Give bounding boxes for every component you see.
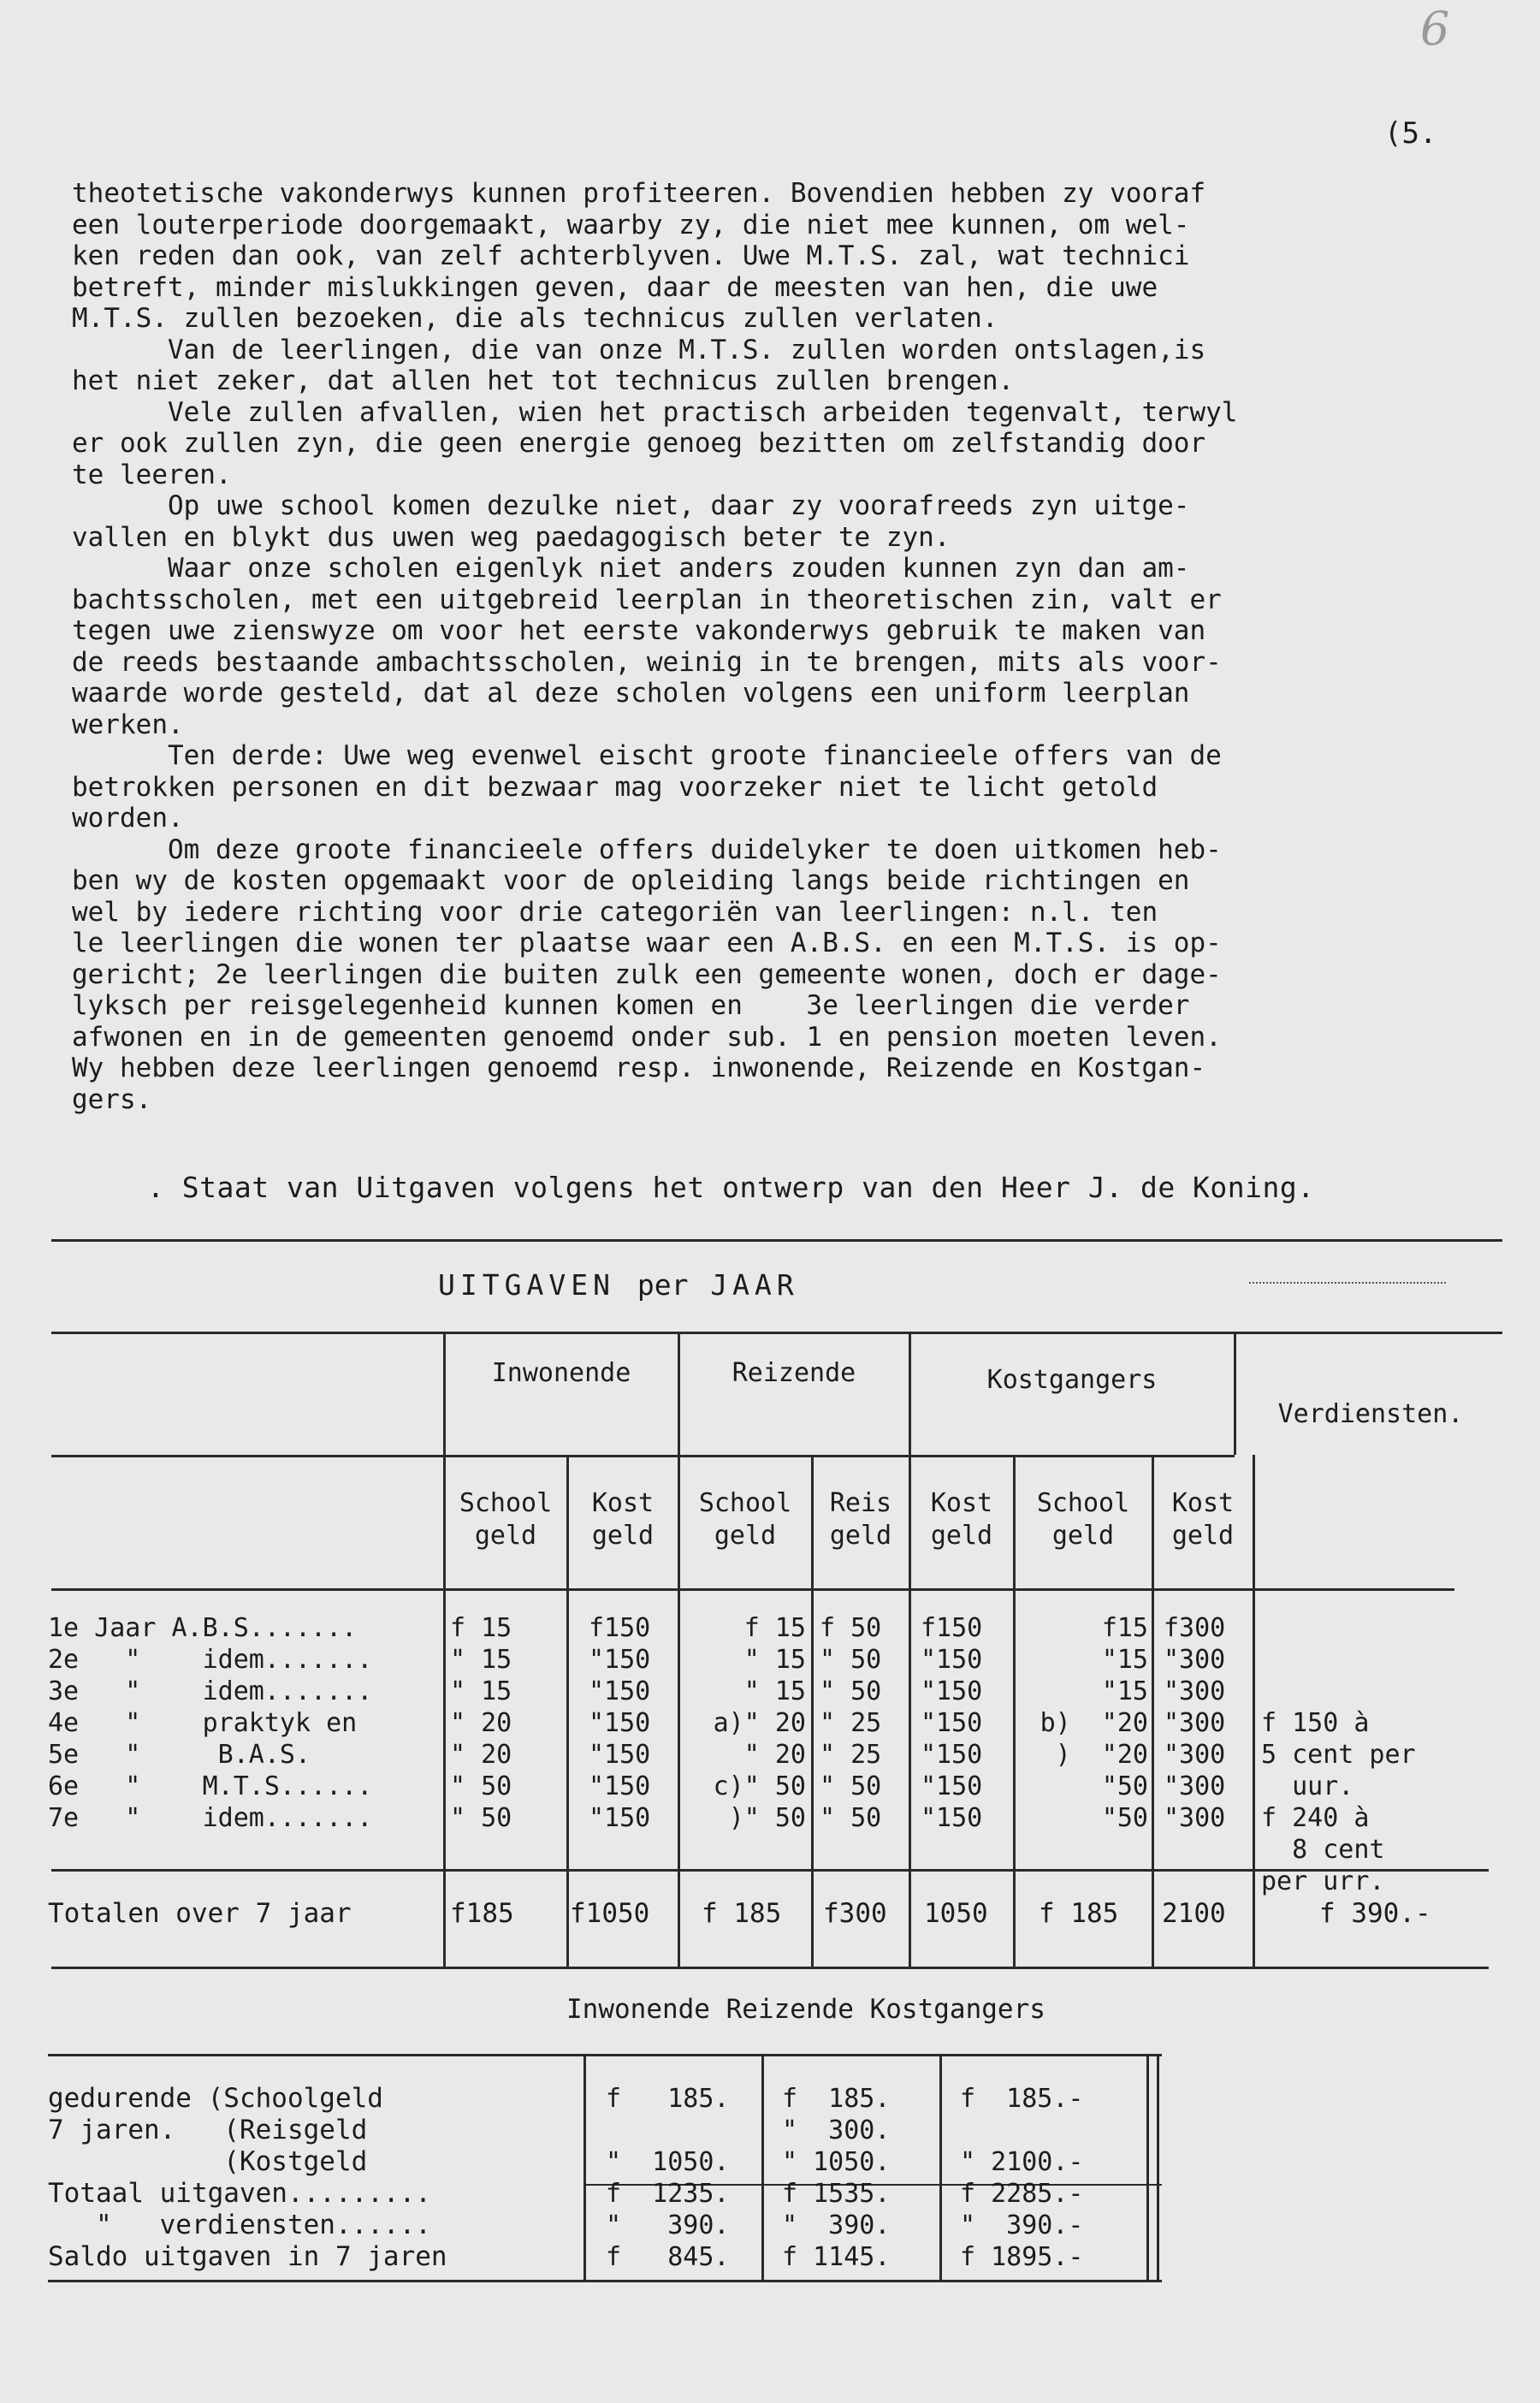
body-text <box>72 178 1509 1115</box>
col-verdiensten: f 150 à 5 cent per uur. f 240 à 8 cent per urr. <box>1261 1708 1416 1896</box>
col-inwonende-kostgeld: f150 "150 "150 "150 "150 "150 "150 <box>589 1613 651 1833</box>
table1-dotted-rule <box>1249 1282 1446 1284</box>
col-reizende-reisgeld: f 50 " 50 " 50 " 25 " 25 " 50 " 50 <box>820 1613 882 1833</box>
table1-title-per: per <box>637 1268 689 1302</box>
col-reizende-kostgeld: f150 "150 "150 "150 "150 "150 "150 <box>921 1613 983 1833</box>
total-reizende-schoolgeld: f 185 <box>702 1898 782 1929</box>
table1-bottom-rule <box>51 1967 1489 1969</box>
table2-col-line-5 <box>1157 2054 1159 2281</box>
header-inwonende: Inwonende <box>491 1358 631 1388</box>
subheader-reizende-kostgeld: Kost geld <box>930 1488 993 1551</box>
table1-subheader-rule <box>51 1588 1454 1591</box>
totals-label: Totalen over 7 jaar <box>48 1898 352 1929</box>
table2-col-line-2 <box>761 2054 764 2281</box>
table1-title-main: UITGAVEN <box>438 1268 615 1302</box>
header-kostgangers: Kostgangers <box>986 1365 1158 1395</box>
col-inwonende-schoolgeld: f 15 " 15 " 15 " 20 " 20 " 50 " 50 <box>450 1613 512 1833</box>
total-verdiensten: f 390.- <box>1319 1898 1431 1929</box>
table1-col-line-5 <box>909 1332 911 1967</box>
col-kostgangers-schoolgeld: f15 "15 "15 b) "20 ) "20 "50 "50 <box>1040 1613 1148 1833</box>
paragraph-3: Vele zullen afvallen, wien het practisch arbeiden tegenvalt, terwyl er ook zullen zyn, die geen energie genoeg bezitten om zelfstandig door te leeren. <box>72 396 1238 490</box>
subheader-inwonende-schoolgeld: School geld <box>459 1488 553 1551</box>
table2-col-inwonende: f 185. " 1050. f 1235. " 390. f 845. <box>606 2084 730 2272</box>
table1-col-line-9 <box>1253 1455 1255 1967</box>
table1-caption: . Staat van Uitgaven volgens het ontwerp van den Heer J. de Koning. <box>147 1171 1315 1204</box>
table1-top-rule <box>51 1239 1502 1242</box>
table1-row-labels: 1e Jaar A.B.S....... 2e " idem....... 3e " idem....... 4e " praktyk en 5e " B.A.S. 6e " M.T.S...... 7e " idem....... <box>48 1613 373 1833</box>
corner-mark: 6 <box>1420 2 1450 56</box>
paragraph-1: theotetische vakonderwys kunnen profiteeren. Bovendien hebben zy vooraf een louterperiode doorgemaakt, waarby zy, die niet mee kunnen, om wel- ken reden dan ook, van zelf achterblyven. Uwe M.T.S. zal, wat technici betreft, minder mislukkingen geven, daar de meesten van hen, die uwe M.T.S. zullen bezoeken, die als technicus zullen verlaten. <box>72 178 1206 334</box>
table2-col-line-4 <box>1146 2054 1149 2281</box>
table1-title-end: JAAR <box>710 1268 799 1302</box>
paragraph-2: Van de leerlingen, die van onze M.T.S. zullen worden ontslagen,is het niet zeker, dat allen het tot technicus zullen brengen. <box>72 334 1206 396</box>
table1-header-rule <box>51 1332 1502 1334</box>
subheader-reizende-reisgeld: Reis geld <box>829 1488 892 1551</box>
paragraph-6: Ten derde: Uwe weg evenwel eischt groote financieele offers van de betrokken personen en dit bezwaar mag voorzeker niet te licht getold worden. <box>72 740 1222 834</box>
table2-title: Inwonende Reizende Kostgangers <box>566 1994 1045 2025</box>
table2-bottom-rule <box>48 2280 1162 2282</box>
subheader-reizende-schoolgeld: School geld <box>698 1488 792 1551</box>
col-kostgangers-kostgeld: f300 "300 "300 "300 "300 "300 "300 <box>1164 1613 1226 1833</box>
total-kostgangers-kostgeld: 2100 <box>1162 1898 1226 1929</box>
total-reizende-kostgeld: 1050 <box>924 1898 988 1929</box>
total-kostgangers-schoolgeld: f 185 <box>1039 1898 1119 1929</box>
table2-col-line-1 <box>583 2054 586 2281</box>
paragraph-7: Om deze groote financieele offers duidelyker te doen uitkomen heb- ben wy de kosten opgemaakt voor de opleiding langs beide richtingen en wel by iedere richting voor drie categoriën van leerlingen: n.l. ten le leerlingen die wonen ter plaatse waar een A.B.S. en een M.T.S. is op- gericht; 2e leerlingen die buiten zulk een gemeente wonen, doch er dage- lyksch per reisgelegenheid kunnen komen en 3e leerlingen die verder afwonen en in de gemeenten genoemd onder sub. 1 en pension moeten leven. Wy hebben deze leerlingen genoemd resp. inwonende, Reizende en Kostgan- gers. <box>72 834 1222 1115</box>
subheader-inwonende-kostgeld: Kost geld <box>591 1488 654 1551</box>
table1-col-line-3 <box>678 1332 680 1967</box>
table2-col-line-3 <box>939 2054 942 2281</box>
header-reizende: Reizende <box>732 1358 856 1388</box>
page-number: (5. <box>1384 116 1437 151</box>
subheader-kostgangers-schoolgeld: School geld <box>1036 1488 1130 1551</box>
table2-labels: gedurende (Schoolgeld 7 jaren. (Reisgeld (Kostgeld Totaal uitgaven......... " verdiensten...... Saldo uitgaven in 7 jaren <box>48 2083 447 2272</box>
table2-col-reizende: f 185. " 300. " 1050. f 1535. " 390. f 1145. <box>782 2084 891 2272</box>
total-inwonende-schoolgeld: f185 <box>450 1898 514 1929</box>
table1-col-line-1 <box>443 1332 446 1967</box>
table1-title <box>438 1268 799 1302</box>
total-reizende-reisgeld: f300 <box>823 1898 887 1929</box>
subheader-kostgangers-kostgeld: Kost geld <box>1171 1488 1235 1551</box>
table1-col-line-8 <box>1234 1332 1236 1455</box>
col-reizende-schoolgeld: f 15 " 15 " 15 a)" 20 " 20 c)" 50 )" 50 <box>713 1613 806 1833</box>
paragraph-5: Waar onze scholen eigenlyk niet anders zouden kunnen zyn dan am- bachtsscholen, met een uitgebreid leerplan in theoretischen zin, valt er tegen uwe zienswyze om voor het eerste vakonderwys gebruik te maken van de reeds bestaande ambachtsscholen, weinig in te brengen, mits als voor- waarde worde gesteld, dat al deze scholen volgens een uniform leerplan werken. <box>72 553 1222 740</box>
table1-group-rule <box>51 1455 1235 1457</box>
total-inwonende-kostgeld: f1050 <box>570 1898 650 1929</box>
table2-top-rule <box>48 2054 1162 2056</box>
paragraph-4: Op uwe school komen dezulke niet, daar zy voorafreeds zyn uitge- vallen en blykt dus uwen weg paedagogisch beter te zyn. <box>72 490 1190 553</box>
table2-col-kostgangers: f 185.- " 2100.- f 2285.- " 390.- f 1895.- <box>960 2084 1084 2272</box>
header-verdiensten: Verdiensten. <box>1277 1399 1464 1429</box>
